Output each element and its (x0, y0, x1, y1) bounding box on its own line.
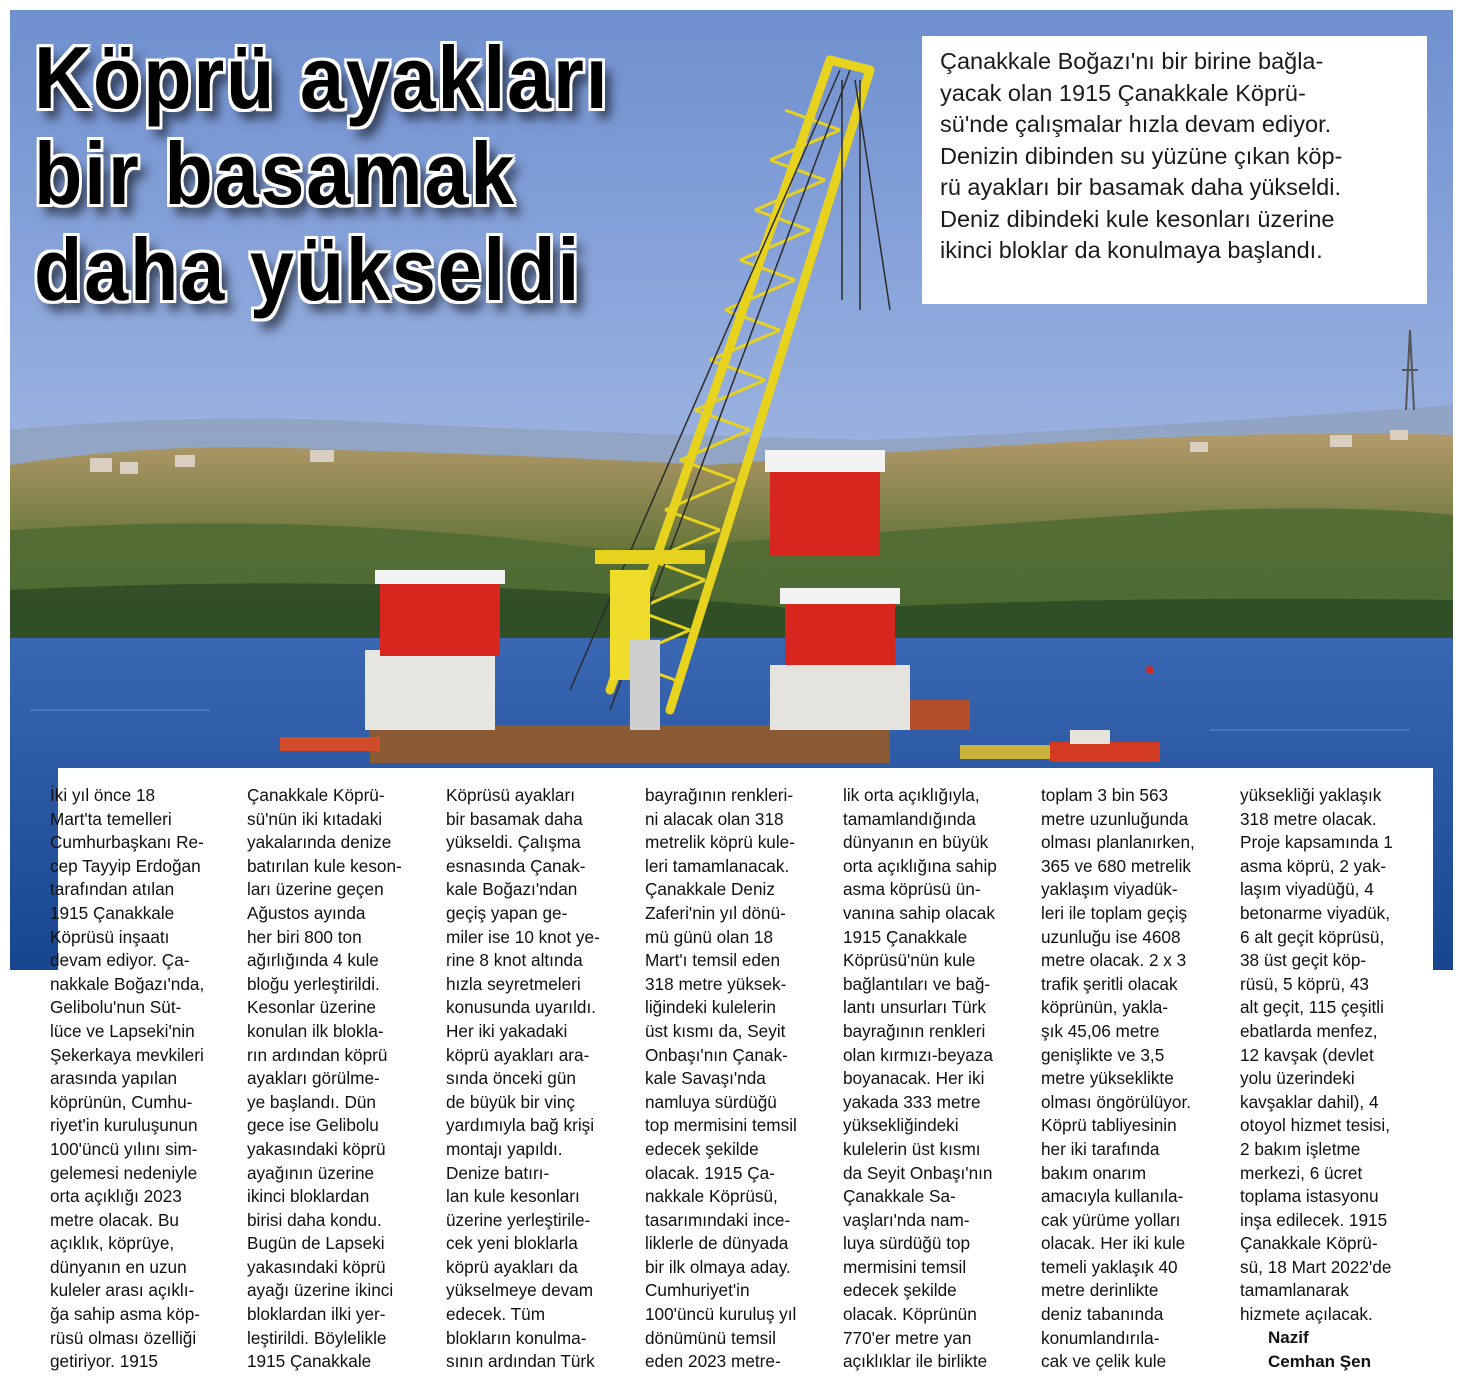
article-column-1: İki yıl önce 18 Mart'ta temelleri Cumhurbaşkanı Re- cep Tayyip Erdoğan tarafından atılan 1915 Çanakkale Köprüsü inşaatı devam ediyor. Ça- nakkale Boğazı'nda, Gelibolu'nun Süt- lüce ve Lapseki'nin Şekerkaya mevkileri arasında yapılan köprünün, Cumhu- riyet'in kuruluşunun 100'üncü yılını sim- gelemesi nedeniyle orta açıklığı 2023 metre olacak. Bu açıklık, köprüye, dünyanın en uzun kuleler arası açıklı- ğa sahip asma köp- rüsü olması özelliği getiriyor. 1915 (50, 785, 205, 1372)
headline (34, 30, 684, 318)
article-column-4: bayrağının renkleri- ni alacak olan 318 metrelik köprü kule- leri tamamlanacak. Çanakkale Deniz Zaferi'nin yıl dönü- mü günü olan 18 Mart'ı temsil eden 318 metre yüksek- liğindeki kulelerin üst kısmı da, Seyit Onbaşı'nın Çanak- kale Savaşı'nda namluya sürdüğü top mermisini temsil edecek şekilde olacak. 1915 Ça- nakkale Köprüsü, tasarımındaki ince- liklerle de dünyada bir ilk olmaya aday. Cumhuriyet'in 100'üncü kuruluş yıl dönümünü temsil eden 2023 metre- (645, 785, 797, 1372)
headline-line-3: daha yükseldi (34, 220, 582, 319)
article-column-7: yüksekliği yaklaşık 318 metre olacak. Proje kapsamında 1 asma köprü, 2 yak- laşım viyadüğü, 4 betonarme viyadük, 6 alt geçit köprüsü, 38 üst geçit köp- rüsü, 5 köprü, 43 alt geçit, 115 çeşitli ebatlarda menfez, 12 kavşak (devlet yolu üzerindeki kavşaklar dahil), 4 otoyol hizmet tesisi, 2 bakım işletme merkezi, 6 ücret toplama istasyonu inşa edilecek. 1915 Çanakkale Köprü- sü, 18 Mart 2022'de tamamlanarak hizmete açılacak. (1240, 785, 1393, 1325)
article-column-3: Köprüsü ayakları bir basamak daha yükseldi. Çalışma esnasında Çanak- kale Boğazı'ndan geçiş yapan ge- miler ise 10 knot ye- rine 8 knot altında hızla seyretmeleri konusunda uyarıldı. Her iki yakadaki köprü ayakları ara- sında önceki gün de büyük bir vinç yardımıyla bağ krişi montajı yapıldı. Denize batırı- lan kule kesonları üzerine yerleştirile- cek yeni bloklarla köprü ayakları da yükselmeye devam edecek. Tüm blokların konulma- sının ardından Türk (446, 785, 600, 1372)
article-column-6: toplam 3 bin 563 metre uzunluğunda olması planlanırken, 365 ve 680 metrelik yaklaşım viyadük- leri ile toplam geçiş uzunluğu ise 4608 metre olacak. 2 x 3 trafik şeritli olacak köprünün, yakla- şık 45,06 metre genişlikte ve 3,5 metre yükseklikte olması öngörülüyor. Köprü tabliyesinin her iki tarafında bakım onarım amacıyla kullanıla- cak yürüme yolları olacak. Her iki kule temeli yaklaşık 40 metre derinlikte deniz tabanında konumlandırıla- cak ve çelik kule (1041, 785, 1195, 1372)
byline-first-name: Nazif (1268, 1328, 1309, 1347)
headline-line-2: bir basamak (34, 124, 517, 223)
lede-box (922, 36, 1427, 304)
byline (1268, 1326, 1371, 1374)
article-column-2: Çanakkale Köprü- sü'nün iki kıtadaki yakalarında denize batırılan kule keson- ları üzerine geçen Ağustos ayında her biri 800 ton ağırlığında 4 kule bloğu yerleştirildi. Kesonlar üzerine konulan ilk blokla- rın ardından köprü ayakları görülme- ye başlandı. Dün gece ise Gelibolu yakasındaki köprü ayağının üzerine ikinci bloklardan birisi daha kondu. Bugün de Lapseki yakasındaki köprü ayağı üzerine ikinci bloklardan ilki yer- leştirildi. Böylelikle 1915 Çanakkale (247, 785, 402, 1372)
byline-last-name: Cemhan Şen (1268, 1352, 1371, 1371)
headline-line-1: Köprü ayakları (34, 28, 610, 127)
lede-text: Çanakkale Boğazı'nı bir birine bağla- yacak olan 1915 Çanakkale Köprü- sü'nde çalışmalar hızla devam ediyor. Denizin dibinden su yüzüne çıkan köp- rü ayakları bir basamak daha yükseldi. Deniz dibindeki kule kesonları üzerine ikinci bloklar da konulmaya başlandı. (940, 48, 1343, 263)
article-column-5: lik orta açıklığıyla, tamamlandığında dünyanın en büyük orta açıklığına sahip asma köprüsü ün- vanına sahip olacak 1915 Çanakkale Köprüsü'nün kule bağlantıları ve bağ- lantı unsurları Türk bayrağının renkleri olan kırmızı-beyaza boyanacak. Her iki yakada 333 metre yüksekliğindeki kulelerin üst kısmı da Seyit Onbaşı'nın Çanakkale Sa- vaşları'nda nam- luya sürdüğü top mermisini temsil edecek şekilde olacak. Köprünün 770'er metre yan açıklıklar ile birlikte (843, 785, 997, 1372)
